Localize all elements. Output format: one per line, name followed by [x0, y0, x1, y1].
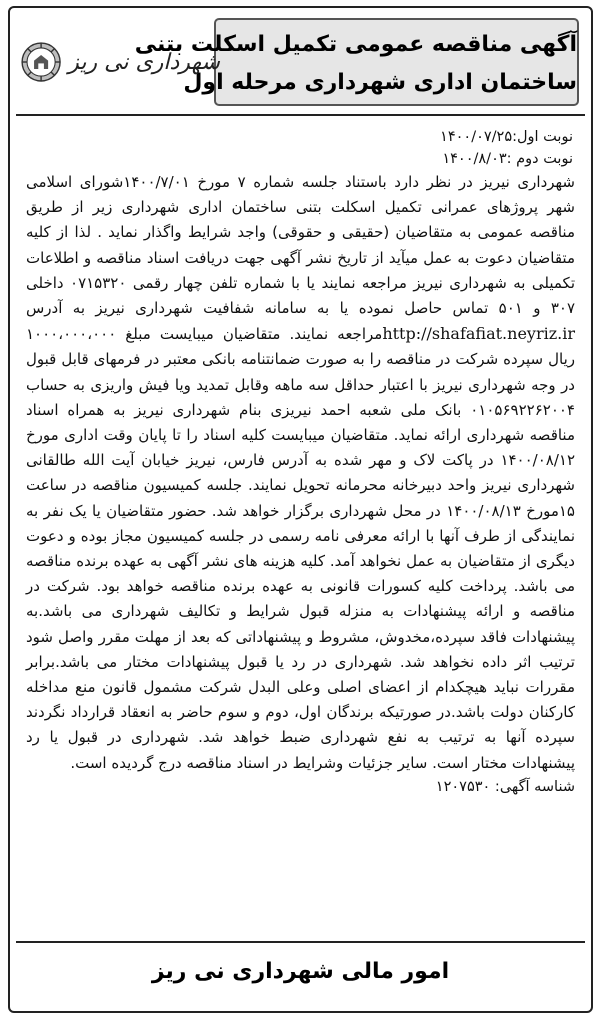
notice-header [16, 8, 585, 116]
publication-dates [10, 116, 591, 170]
ad-identifier: شناسه آگهی: ۱۲۰۷۵۳۰ [435, 778, 575, 795]
notice-title-line-2: ساختمان اداری شهرداری مرحله اول [183, 70, 577, 95]
notice-title-line-1: آگهی مناقصه عمومی تکمیل اسکلت بتنی [134, 32, 577, 57]
notice-body-part-1: شهرداری نیریز در نظر دارد باستناد جلسه شماره ۷ مورخ ۱۴۰۰/۷/۰۱شورای اسلامی شهر پروژهای عمرانی تکمیل اسکلت بتنی ساختمان اداری شهرداری زیر از طریق مناقصه عمومی به متقاضیان (حقیقی و حقوقی) واجد شرایط واگذار نماید . لذا از کلیه متقاضیان دعوت به عمل میآید از تاریخ نشر آگهی جهت دریافت اسناد مناقصه و اطلاعات تکمیلی به شهرداری نیریز مراجعه نمایند یا با شماره تلفن چهار رقمی ۰۷۱۵۳۲۰ داخلی ۳۰۷ و ۵۰۱ تماس حاصل نموده یا به سامانه شفافیت شهرداری نیریز به آدرس [26, 173, 576, 318]
municipality-logo [20, 20, 220, 104]
notice-body [10, 170, 591, 776]
first-publication-date: نوبت اول:۱۴۰۰/۰۷/۲۵ [440, 129, 573, 145]
notice-footer [16, 941, 585, 1005]
notice-frame [8, 6, 593, 1013]
transparency-url-link[interactable]: http://shafafiat.neyriz.ir [382, 324, 575, 344]
second-publication-date: نوبت دوم :۱۴۰۰/۸/۰۳ [442, 151, 573, 167]
footer-signature: امور مالی شهرداری نی ریز [151, 959, 450, 984]
logo-text: شهرداری نی ریز [68, 49, 220, 75]
notice-body-part-2: مراجعه نمایند. متقاضیان میبایست مبلغ ۱۰۰۰،۰۰۰،۰۰۰ ریال سپرده شرکت در مناقصه را به صورت ضمانتنامه بانکی معتبر در فرمهای قابل قبول در وجه شهرداری نیریز با اعتبار حداقل سه ماهه وقابل تمدید ویا فیش واریزی به حساب ۰۱۰۵۶۹۲۲۶۲۰۰۴ بانک ملی شعبه احمد نیریزی بنام شهرداری نیریز به همراه اسناد مناقصه شهرداری ارائه نماید. متقاضیان میبایست کلیه اسناد را تا پایان وقت اداری مورخ ۱۴۰۰/۰۸/۱۲ در پاکت لاک و مهر شده به آدرس فارس، نیریز خیابان آیت الله طالقانی شهرداری نیریز واحد دبیرخانه محرمانه تحویل نمایند. جلسه کمیسیون مناقصه در ساعت ۱۵مورخ ۱۴۰۰/۰۸/۱۳ در محل شهرداری برگزار خواهد شد. حضور متقاضیان یا یک نفر به نمایندگی از طرف آنها با ارائه معرفی نامه رسمی در جلسه کمیسیون مجاز بوده و دعوت دیگری از متقاضیان به عمل نخواهد آمد. کلیه هزینه های نشر آگهی به عهده برنده مناقصه می باشد. پرداخت کلیه کسورات قانونی به عهده برنده مناقصه خواهد بود. شرکت در مناقصه و ارائه پیشنهادات به منزله قبول شرایط و تکالیف شهرداری می باشد.به پیشنهادات فاقد سپرده،مخدوش، مشروط و پیشنهاداتی که بعد از مهلت مقرر واصل شود ترتیب اثر داده نخواهد شد. شهرداری در رد یا قبول پیشنهادات مختار می باشد.برابر مقررات نباید هیچکدام از اعضای اصلی وعلی البدل شرکت مشمول قانون منع مداخله کارکنان دولت باشد.در صورتیکه برندگان اول، دوم و سوم حاضر به انعقاد قرارداد نگردند سپرده آنها به ترتیب به نفع شهرداری ضبط خواهد شد. شهرداری در قبول یا رد پیشنهادات مختار است. سایر جزئیات وشرایط در اسناد مناقصه درج گردیده است. [26, 325, 575, 772]
municipality-emblem-icon [20, 32, 62, 92]
